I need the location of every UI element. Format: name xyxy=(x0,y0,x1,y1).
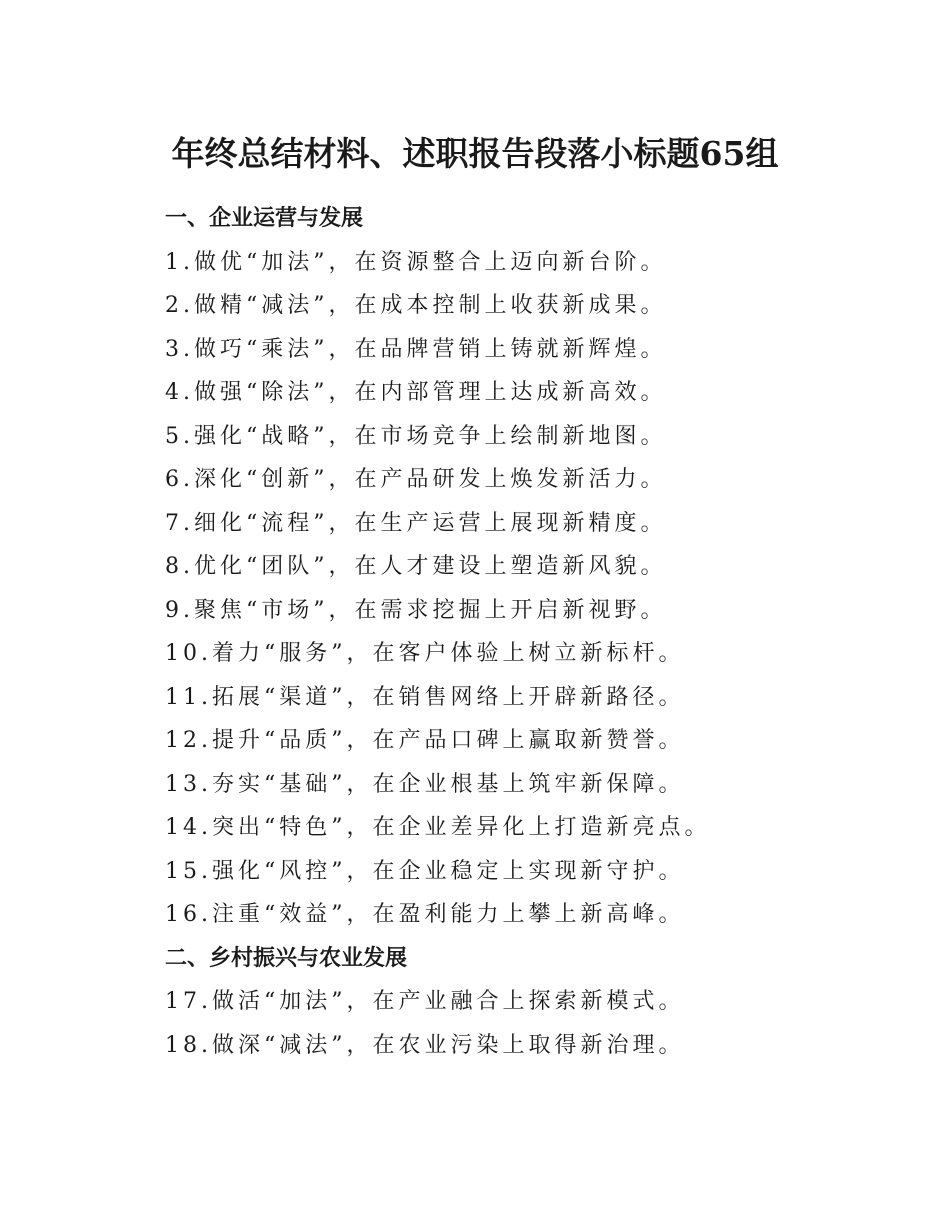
list-item: 6.深化“创新”，在产品研发上焕发新活力。 xyxy=(165,467,667,492)
section-enterprise xyxy=(165,197,885,937)
list-item: 17.做活“加法”，在产业融合上探索新模式。 xyxy=(165,989,685,1014)
list-item: 5.强化“战略”，在市场竞争上绘制新地图。 xyxy=(165,423,667,449)
list-item: 15.强化“风控”，在企业稳定上实现新守护。 xyxy=(165,858,685,884)
section-rural xyxy=(165,937,885,1068)
list-item: 11.拓展“渠道”，在销售网络上开辟新路径。 xyxy=(165,684,685,710)
list-item: 12.提升“品质”，在产品口碑上赢取新赞誉。 xyxy=(165,728,685,753)
list-item: 18.做深“减法”，在农业污染上取得新治理。 xyxy=(165,1032,685,1058)
list-item: 10.着力“服务”，在客户体验上树立新标杆。 xyxy=(165,641,685,666)
document-body xyxy=(165,197,885,1067)
list-item: 3.做巧“乘法”，在品牌营销上铸就新辉煌。 xyxy=(165,336,667,362)
list-item: 14.突出“特色”，在企业差异化上打造新亮点。 xyxy=(165,815,711,840)
document-title: 年终总结材料、述职报告段落小标题65组 xyxy=(171,134,779,173)
list-item: 8.优化“团队”，在人才建设上塑造新风貌。 xyxy=(165,554,667,579)
list-item: 4.做强“除法”，在内部管理上达成新高效。 xyxy=(165,380,667,405)
list-item: 9.聚焦“市场”，在需求挖掘上开启新视野。 xyxy=(165,597,667,623)
list-item: 7.细化“流程”，在生产运营上展现新精度。 xyxy=(165,510,667,536)
list-item: 16.注重“效益”，在盈利能力上攀上新高峰。 xyxy=(165,902,685,927)
list-item: 13.夯实“基础”，在企业根基上筑牢新保障。 xyxy=(165,771,685,797)
list-item: 2.做精“减法”，在成本控制上收获新成果。 xyxy=(165,293,667,318)
section-heading: 二、乡村振兴与农业发展 xyxy=(165,945,408,971)
list-item: 1.做优“加法”，在资源整合上迈向新台阶。 xyxy=(165,249,667,275)
section-heading: 一、企业运营与发展 xyxy=(165,206,364,231)
